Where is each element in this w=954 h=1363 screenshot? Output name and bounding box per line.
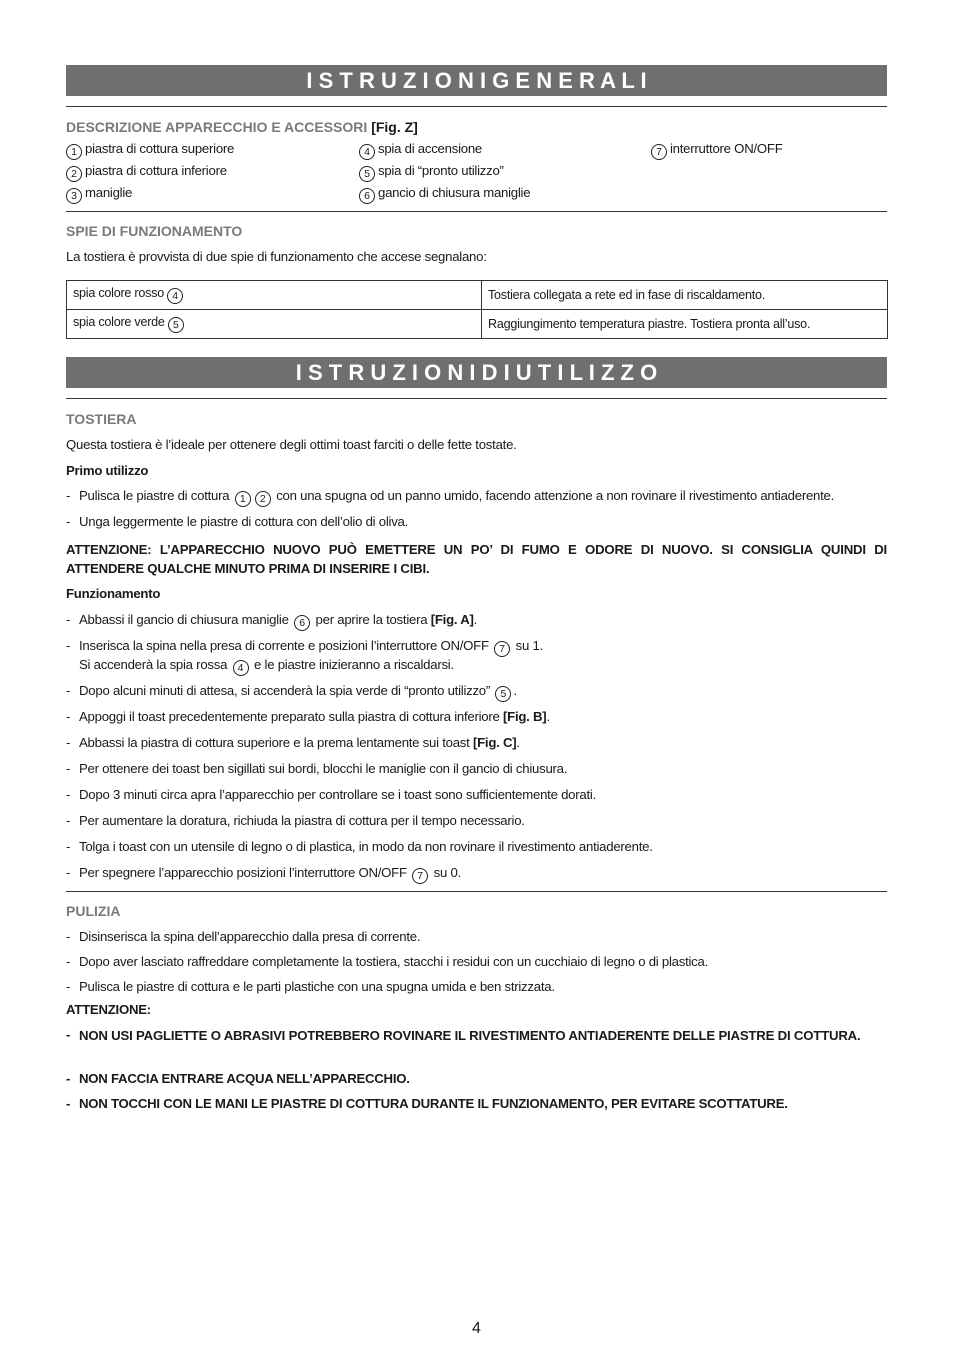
page-number: 4 <box>472 1320 481 1337</box>
warning-text: NON TOCCHI CON LE MANI LE PIASTRE DI COTTURA DURANTE IL FUNZIONAMENTO, PER EVITARE SCOTTATURE. <box>79 1096 788 1111</box>
bullet-dash: - <box>66 1071 71 1086</box>
callout-number: 4 <box>167 288 183 304</box>
bullet-dash: - <box>66 929 71 944</box>
bullet-dash: - <box>66 488 71 503</box>
bullet-dash: - <box>66 839 71 854</box>
list-item-text <box>79 488 834 507</box>
spia-label: spia colore rosso <box>73 286 164 300</box>
text-fragment: . <box>546 709 550 724</box>
section-banner-generali: I S T R U Z I O N I G E N E R A L I <box>66 65 887 96</box>
callout-number: 3 <box>66 188 82 204</box>
text-fragment: . <box>473 612 478 627</box>
text-fragment: Per spegnere l’apparecchio posizioni l’interruttore ON/OFF <box>79 865 407 880</box>
component-label: piastra di cottura inferiore <box>85 163 227 178</box>
component-item <box>66 163 227 182</box>
text-fragment: . <box>513 683 517 698</box>
list-item-text <box>79 865 461 884</box>
bullet-dash: - <box>66 865 71 880</box>
callout-number: 4 <box>233 660 249 676</box>
heading-tostiera: TOSTIERA <box>66 411 137 427</box>
callout-number: 4 <box>359 144 375 160</box>
bullet-dash: - <box>66 787 71 802</box>
component-item <box>359 141 482 160</box>
table-row <box>67 310 888 339</box>
component-item <box>359 185 530 204</box>
list-item-text <box>79 709 550 724</box>
callout-number: 1 <box>235 491 251 507</box>
spie-intro: La tostiera è provvista di due spie di funzionamento che accese segnalano: <box>66 249 487 264</box>
divider <box>66 891 887 892</box>
list-item-text: Disinserisca la spina dell’apparecchio dalla presa di corrente. <box>79 929 421 944</box>
callout-number: 6 <box>294 615 310 631</box>
text-fragment: Pulisca le piastre di cottura <box>79 488 230 503</box>
bullet-dash: - <box>66 514 71 529</box>
list-item-text <box>79 638 543 657</box>
component-item <box>66 141 234 160</box>
list-item-text <box>79 612 477 631</box>
divider <box>66 211 887 212</box>
bullet-dash: - <box>66 813 71 828</box>
text-fragment: su 1. <box>515 638 543 653</box>
table-cell <box>67 310 482 339</box>
list-item-text: Dopo aver lasciato raffreddare completamente la tostiera, stacchi i residui con un cucchiaio di legno o di plastica. <box>79 954 709 969</box>
bullet-dash: - <box>66 709 71 724</box>
heading-attenzione: ATTENZIONE: <box>66 1002 151 1017</box>
callout-number: 2 <box>255 491 271 507</box>
text-fragment: Abbassi la piastra di cottura superiore e la prema lentamente sui toast <box>79 735 470 750</box>
callout-number: 5 <box>168 317 184 333</box>
component-label: maniglie <box>85 185 133 200</box>
spia-label: spia colore verde <box>73 315 165 329</box>
component-label: spia di “pronto utilizzo” <box>378 163 504 178</box>
warning-text: NON USI PAGLIETTE O ABRASIVI POTREBBERO ROVINARE IL RIVESTIMENTO ANTIADERENTE DELLE PIASTRE DI COTTURA. <box>79 1028 861 1043</box>
component-item <box>651 141 783 160</box>
heading-pulizia: PULIZIA <box>66 903 121 919</box>
bullet-dash: - <box>66 761 71 776</box>
component-item <box>66 185 132 204</box>
callout-number: 5 <box>359 166 375 182</box>
text-fragment: Inserisca la spina nella presa di corrente e posizioni l’interruttore ON/OFF <box>79 638 489 653</box>
table-cell <box>67 281 482 310</box>
bullet-dash: - <box>66 979 71 994</box>
callout-number: 6 <box>359 188 375 204</box>
text-fragment: per aprire la tostiera <box>315 612 428 627</box>
spie-table <box>66 280 888 339</box>
warning-text: NON FACCIA ENTRARE ACQUA NELL’APPARECCHIO. <box>79 1071 410 1086</box>
divider <box>66 398 887 399</box>
text-fragment: Dopo alcuni minuti di attesa, si accenderà la spia verde di “pronto utilizzo” <box>79 683 491 698</box>
figure-ref: [Fig. C] <box>472 735 517 750</box>
figure-ref: [Fig. Z] <box>371 119 418 135</box>
bullet-dash: - <box>66 683 71 698</box>
figure-ref: [Fig. A] <box>430 612 474 627</box>
list-item-text: Tolga i toast con un utensile di legno o di plastica, in modo da non rovinare il rivestimento antiaderente. <box>79 839 653 854</box>
divider <box>66 106 887 107</box>
component-item <box>359 163 504 182</box>
text-fragment: e le piastre inizieranno a riscaldarsi. <box>254 657 454 672</box>
heading-text: DESCRIZIONE APPARECCHIO E ACCESSORI <box>66 119 368 135</box>
callout-number: 7 <box>651 144 667 160</box>
text-fragment: su 0. <box>433 865 461 880</box>
text-fragment: Si accenderà la spia rossa <box>79 657 228 672</box>
heading-funzionamento: Funzionamento <box>66 586 161 601</box>
list-item-text: Dopo 3 minuti circa apra l’apparecchio per controllare se i toast sono sufficientemente dorati. <box>79 787 596 802</box>
callout-number: 2 <box>66 166 82 182</box>
figure-ref: [Fig. B] <box>503 709 547 724</box>
text-fragment: con una spugna od un panno umido, facendo attenzione a non rovinare il rivestimento antiaderente. <box>276 488 835 503</box>
component-label: spia di accensione <box>378 141 483 156</box>
section-banner-utilizzo: I S T R U Z I O N I D I U T I L I Z Z O <box>66 357 887 388</box>
bullet-dash: - <box>66 1096 71 1111</box>
component-label: piastra di cottura superiore <box>85 141 235 156</box>
component-label: gancio di chiusura maniglie <box>378 185 531 200</box>
bullet-dash: - <box>66 1027 71 1042</box>
callout-number: 7 <box>494 641 510 657</box>
callout-number: 1 <box>66 144 82 160</box>
heading-primo-utilizzo: Primo utilizzo <box>66 463 149 478</box>
bullet-dash: - <box>66 612 71 627</box>
table-row <box>67 281 888 310</box>
text-fragment: . <box>516 735 520 750</box>
list-item-text <box>79 735 520 750</box>
tostiera-intro: Questa tostiera è l’ideale per ottenere degli ottimi toast farciti o delle fette tostate. <box>66 437 517 452</box>
bullet-dash: - <box>66 954 71 969</box>
callout-number: 5 <box>495 686 511 702</box>
list-item-text: Unga leggermente le piastre di cottura con dell’olio di oliva. <box>79 514 409 529</box>
table-cell: Raggiungimento temperatura piastre. Tostiera pronta all’uso. <box>482 310 888 339</box>
table-cell: Tostiera collegata a rete ed in fase di riscaldamento. <box>482 281 888 310</box>
callout-number: 7 <box>412 868 428 884</box>
bullet-dash: - <box>66 638 71 653</box>
text-fragment: Abbassi il gancio di chiusura maniglie <box>79 612 289 627</box>
list-item-text: Pulisca le piastre di cottura e le parti plastiche con una spugna umida e ben strizzata. <box>79 979 555 994</box>
heading-descrizione <box>66 119 418 135</box>
list-item-text <box>79 683 517 702</box>
heading-spie: SPIE DI FUNZIONAMENTO <box>66 223 243 239</box>
component-label: interruttore ON/OFF <box>670 141 783 156</box>
list-item-text: Per aumentare la doratura, richiuda la piastra di cottura per il tempo necessario. <box>79 813 525 828</box>
bullet-dash: - <box>66 735 71 750</box>
attenzione-warning: ATTENZIONE: L’APPARECCHIO NUOVO PUÒ EMETTERE UN PO’ DI FUMO E ODORE DI NUOVO. SI CONSIGLIA QUINDI DI ATTENDERE QUALCHE MINUTO PRIMA DI INSERIRE I CIBI. <box>66 542 887 576</box>
text-fragment: Appoggi il toast precedentemente preparato sulla piastra di cottura inferiore <box>79 709 500 724</box>
list-item-text <box>79 657 454 676</box>
list-item-text: Per ottenere dei toast ben sigillati sui bordi, blocchi le maniglie con il gancio di chiusura. <box>79 761 568 776</box>
